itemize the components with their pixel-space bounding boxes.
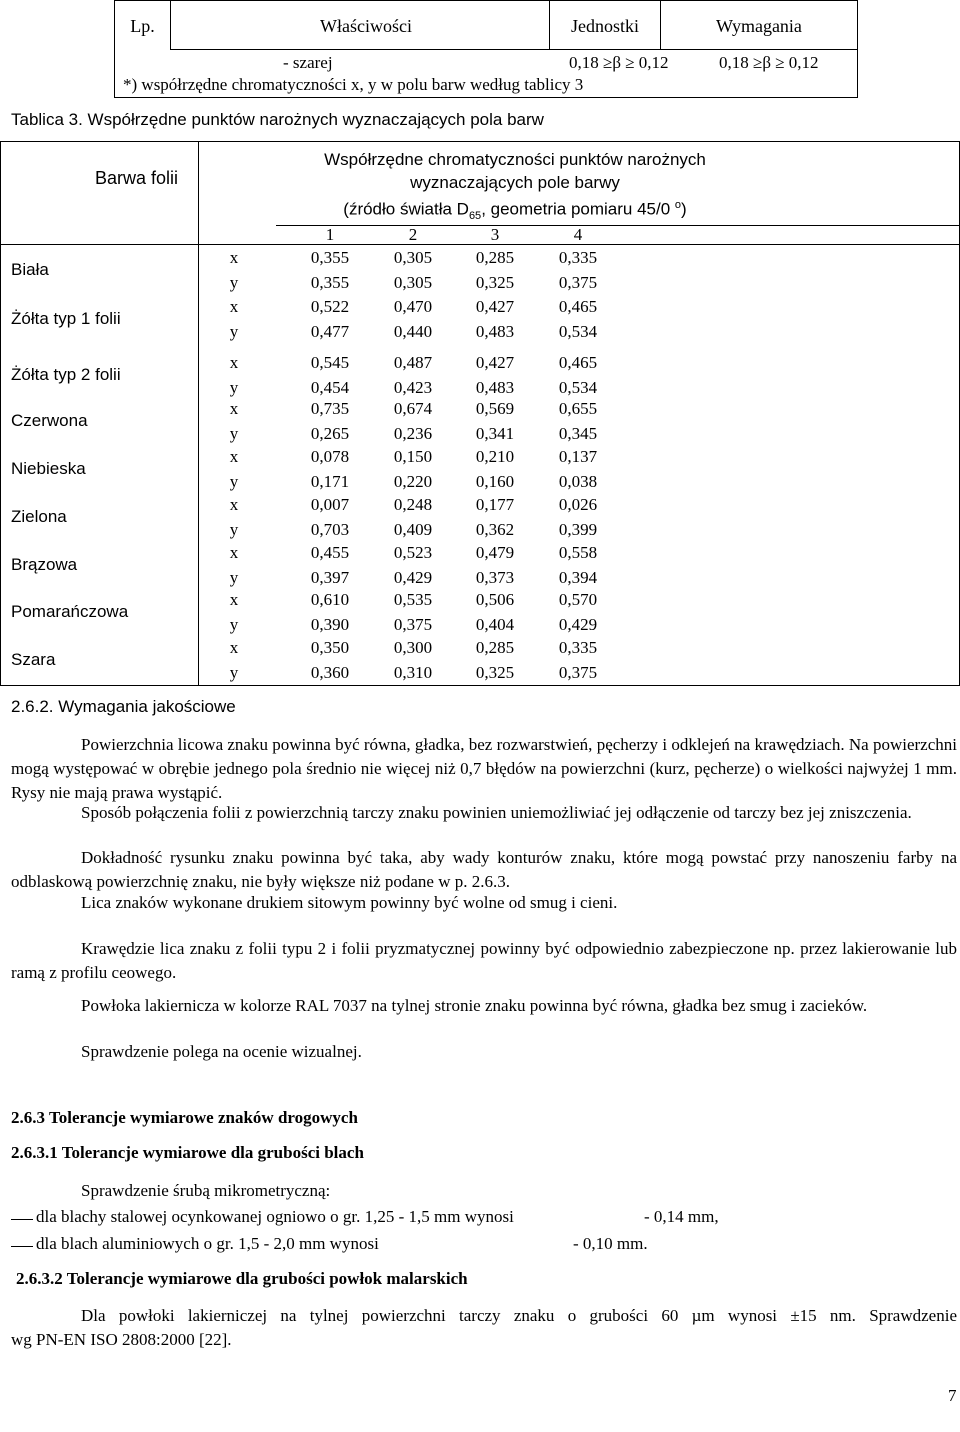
paragraph-edges: Krawędzie lica znaku z folii typu 2 i folii pryzmatycznej powinny być odpowiednio zabezpieczone np. przez lakierowanie lub ramą z profilu ceowego. — [11, 939, 957, 982]
coordinate-value: 0,375 — [558, 273, 598, 292]
color-label: Czerwona — [11, 411, 88, 430]
coordinate-value: 0,285 — [475, 638, 515, 657]
coordinate-value: 0,534 — [558, 378, 598, 397]
coordinate-value: 0,160 — [475, 472, 515, 491]
section-2631-heading: 2.6.3.1 Tolerancje wymiarowe dla grubości blach — [11, 1143, 364, 1162]
coordinate-axis-y: y — [229, 273, 239, 292]
coordinate-value: 0,375 — [393, 615, 433, 634]
coordinate-value: 0,423 — [393, 378, 433, 397]
coordinate-value: 0,360 — [310, 663, 350, 682]
coordinate-value: 0,355 — [310, 273, 350, 292]
paragraph-visual-check: Sprawdzenie polega na ocenie wizualnej. — [81, 1042, 362, 1061]
coordinate-value: 0,038 — [558, 472, 598, 491]
top-table — [114, 0, 858, 98]
point-number-3: 3 — [490, 225, 500, 244]
coordinate-value: 0,735 — [310, 399, 350, 418]
color-label: Pomarańczowa — [11, 602, 129, 621]
coordinate-value: 0,335 — [558, 638, 598, 657]
coordinate-axis-y: y — [229, 520, 239, 539]
tolerance-steel-text: dla blachy stalowej ocynkowanej ogniowo o gr. 1,25 - 1,5 mm wynosi — [36, 1207, 514, 1226]
header-wymagania: Wymagania — [716, 16, 802, 36]
chromaticity-table — [0, 141, 960, 686]
header-lp: Lp. — [130, 16, 155, 36]
coordinate-value: 0,570 — [558, 590, 598, 609]
page-number: 7 — [948, 1386, 957, 1405]
coordinate-value: 0,394 — [558, 568, 598, 587]
coordinate-axis-y: y — [229, 322, 239, 341]
tolerance-aluminium-value: - 0,10 mm. — [573, 1234, 648, 1253]
coordinate-value: 0,248 — [393, 495, 433, 514]
coordinate-value: 0,362 — [475, 520, 515, 539]
coordinate-value: 0,399 — [558, 520, 598, 539]
coordinate-value: 0,305 — [393, 273, 433, 292]
coordinate-value: 0,350 — [310, 638, 350, 657]
coordinate-axis-y: y — [229, 378, 239, 397]
header-jednostki: Jednostki — [570, 16, 639, 36]
coordinate-value: 0,150 — [393, 447, 433, 466]
coordinate-value: 0,610 — [310, 590, 350, 609]
color-label: Żółta typ 1 folii — [11, 309, 121, 328]
coordinate-value: 0,483 — [475, 322, 515, 341]
coordinate-value: 0,440 — [393, 322, 433, 341]
color-label: Niebieska — [11, 459, 86, 478]
coordinate-value: 0,429 — [393, 568, 433, 587]
coordinate-axis-x: x — [229, 590, 239, 609]
coordinate-value: 0,305 — [393, 248, 433, 267]
paragraph-foil-connection: Sposób połączenia folii z powierzchnią tarczy znaku powinien uniemożliwiać jej odłączenie od tarczy bez jej zniszczenia. — [81, 803, 912, 822]
coordinate-axis-y: y — [229, 615, 239, 634]
color-label: Żółta typ 2 folii — [11, 365, 121, 384]
row-label-szarej: - szarej — [283, 53, 333, 72]
coordinate-value: 0,310 — [393, 663, 433, 682]
coordinate-value: 0,655 — [558, 399, 598, 418]
header-coords-line1: Współrzędne chromatyczności punktów narożnych — [324, 150, 706, 169]
coordinate-value: 0,427 — [475, 297, 515, 316]
point-number-1: 1 — [325, 225, 335, 244]
coordinate-value: 0,007 — [310, 495, 350, 514]
header-wlasciwosci: Właściwości — [320, 16, 412, 36]
coordinate-value: 0,335 — [558, 248, 598, 267]
coordinate-value: 0,506 — [475, 590, 515, 609]
coordinate-value: 0,470 — [393, 297, 433, 316]
coordinate-value: 0,300 — [393, 638, 433, 657]
coordinate-value: 0,078 — [310, 447, 350, 466]
coordinate-value: 0,465 — [558, 297, 598, 316]
color-label: Biała — [11, 260, 49, 279]
coordinate-value: 0,341 — [475, 424, 515, 443]
coordinate-value: 0,455 — [310, 543, 350, 562]
coordinate-axis-x: x — [229, 353, 239, 372]
color-label: Brązowa — [11, 555, 78, 574]
coordinate-value: 0,373 — [475, 568, 515, 587]
coordinate-value: 0,429 — [558, 615, 598, 634]
paragraph-drawing-accuracy: Dokładność rysunku znaku powinna być taka, aby wady konturów znaku, które mogą powstać przy nanoszeniu farby na odblaskową powierzchnię znaku, nie były większe niż podane w p. 2.6.3. — [11, 848, 957, 891]
coordinate-value: 0,026 — [558, 495, 598, 514]
coordinate-value: 0,483 — [475, 378, 515, 397]
coordinate-value: 0,487 — [393, 353, 433, 372]
table3-caption: Tablica 3. Współrzędne punktów narożnych wyznaczających pola barw — [11, 110, 544, 129]
coordinate-value: 0,569 — [475, 399, 515, 418]
row-value-1: 0,18 ≥β ≥ 0,12 — [569, 53, 669, 72]
tolerance-aluminium-text: dla blach aluminiowych o gr. 1,5 - 2,0 mm wynosi — [36, 1234, 379, 1253]
paint-thickness-line2: wg PN-EN ISO 2808:2000 [22]. — [11, 1330, 232, 1349]
coordinate-axis-x: x — [229, 447, 239, 466]
paint-thickness-line1: Dla powłoki lakierniczej na tylnej powierzchni tarczy znaku o grubości 60 µm wynosi ±15 nm. Sprawdzenie — [81, 1306, 957, 1325]
coordinate-value: 0,210 — [475, 447, 515, 466]
coordinate-axis-x: x — [229, 248, 239, 267]
header-barwa-folii: Barwa folii — [95, 168, 179, 188]
coordinate-value: 0,534 — [558, 322, 598, 341]
dash-bullet-icon — [11, 1219, 33, 1220]
coordinate-value: 0,523 — [393, 543, 433, 562]
color-label: Zielona — [11, 507, 67, 526]
section-263-heading: 2.6.3 Tolerancje wymiarowe znaków drogowych — [11, 1108, 358, 1127]
coordinate-axis-x: x — [229, 543, 239, 562]
coordinate-value: 0,265 — [310, 424, 350, 443]
coordinate-value: 0,375 — [558, 663, 598, 682]
micrometer-intro: Sprawdzenie śrubą mikrometryczną: — [81, 1181, 331, 1200]
coordinate-value: 0,404 — [475, 615, 515, 634]
coordinate-value: 0,558 — [558, 543, 598, 562]
coordinate-value: 0,171 — [310, 472, 350, 491]
header-coords — [200, 148, 830, 228]
coordinate-axis-x: x — [229, 638, 239, 657]
coordinate-value: 0,674 — [393, 399, 433, 418]
coordinate-value: 0,703 — [310, 520, 350, 539]
coordinate-value: 0,454 — [310, 378, 350, 397]
point-number-2: 2 — [408, 225, 418, 244]
coordinate-value: 0,345 — [558, 424, 598, 443]
coordinate-value: 0,545 — [310, 353, 350, 372]
coordinate-value: 0,427 — [475, 353, 515, 372]
coordinate-value: 0,355 — [310, 248, 350, 267]
point-number-4: 4 — [573, 225, 583, 244]
dash-bullet-icon — [11, 1246, 33, 1247]
paragraph-surface: Powierzchnia licowa znaku powinna być równa, gładka, bez rozwarstwień, pęcherzy i odklejeń na krawędziach. Na powierzchni mogą występować w obrębie jednego pola średnio nie więcej niż 0,7 błędów na powierzchni (kurz, pęcherze) o wielkości najwyżej 1 mm. Rysy nie mają prawa wystąpić. — [11, 735, 957, 802]
section-262-heading: 2.6.2. Wymagania jakościowe — [11, 697, 236, 716]
section-2632-heading: 2.6.3.2 Tolerancje wymiarowe dla grubości powłok malarskich — [16, 1269, 468, 1288]
row-value-2: 0,18 ≥β ≥ 0,12 — [719, 53, 819, 72]
coordinate-axis-y: y — [229, 472, 239, 491]
header-coords-line2: wyznaczających pole barwy — [410, 173, 620, 192]
coordinate-axis-x: x — [229, 495, 239, 514]
coordinate-value: 0,390 — [310, 615, 350, 634]
coordinate-value: 0,397 — [310, 568, 350, 587]
color-label: Szara — [11, 650, 56, 669]
coordinate-value: 0,409 — [393, 520, 433, 539]
coordinate-value: 0,177 — [475, 495, 515, 514]
coordinate-value: 0,285 — [475, 248, 515, 267]
coordinate-axis-y: y — [229, 424, 239, 443]
coordinate-value: 0,535 — [393, 590, 433, 609]
coordinate-axis-x: x — [229, 297, 239, 316]
tolerance-steel-value: - 0,14 mm, — [644, 1207, 719, 1226]
coordinate-value: 0,465 — [558, 353, 598, 372]
coordinate-value: 0,220 — [393, 472, 433, 491]
coordinate-axis-x: x — [229, 399, 239, 418]
coordinate-axis-y: y — [229, 568, 239, 587]
paragraph-screen-print: Lica znaków wykonane drukiem sitowym powinny być wolne od smug i cieni. — [81, 893, 618, 912]
coordinate-value: 0,522 — [310, 297, 350, 316]
coordinate-value: 0,325 — [475, 273, 515, 292]
coordinate-axis-y: y — [229, 663, 239, 682]
coordinate-value: 0,325 — [475, 663, 515, 682]
paragraph-paint: Powłoka lakiernicza w kolorze RAL 7037 na tylnej stronie znaku powinna być równa, gładka bez smug i zacieków. — [81, 996, 868, 1015]
coordinate-value: 0,479 — [475, 543, 515, 562]
coordinate-value: 0,137 — [558, 447, 598, 466]
footnote: *) współrzędne chromatyczności x, y w polu barw według tablicy 3 — [123, 75, 584, 94]
coordinate-value: 0,477 — [310, 322, 350, 341]
coordinate-value: 0,236 — [393, 424, 433, 443]
header-coords-line3: (źródło światła $D_{65}$, geometria pomiaru 45/0 $^o$) — [343, 199, 687, 223]
